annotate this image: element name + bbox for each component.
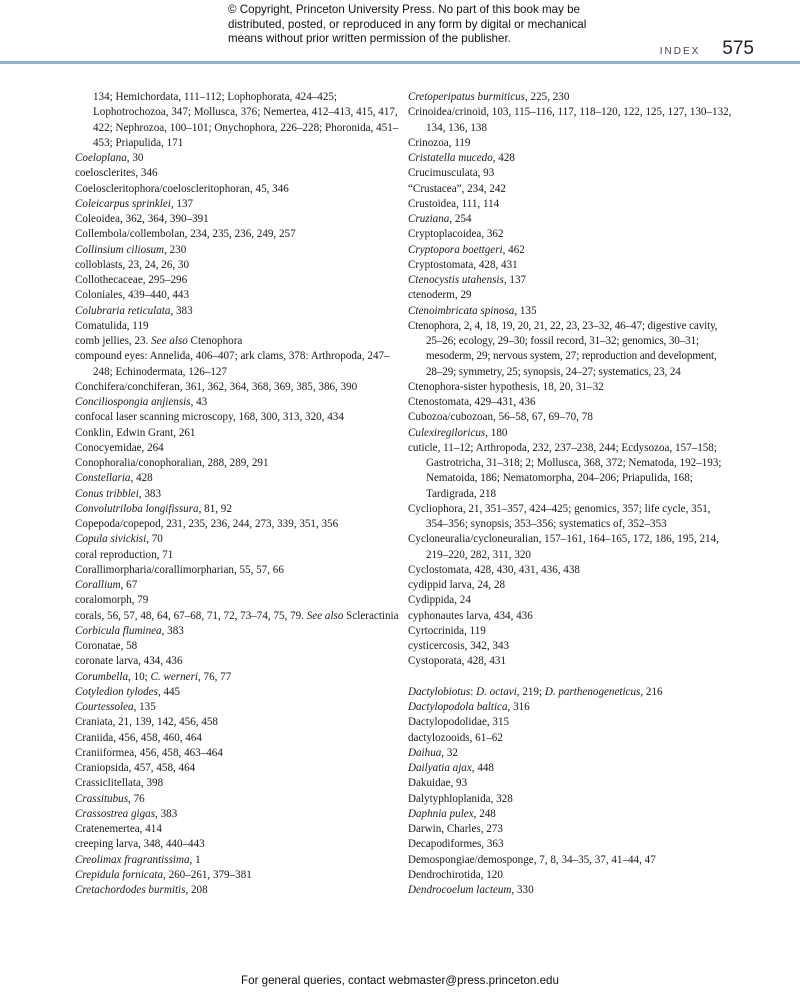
index-term-italic: Culexiregiloricus [408, 426, 486, 439]
index-text: 134; Hemichordata, 111–112; Lophophorata, 424–425; Lophotrochozoa, 347; Mollusca, 376; Nemertea, 412–413, 415, 417, 422; Nephrozoa, 100–101; Onychophora, 226–228; Phoronida, 451–453; Priapulida, 171 [93, 91, 399, 149]
index-text: , 383 [161, 624, 184, 637]
index-entry [75, 593, 399, 608]
index-text: Crustoidea, 111, 114 [408, 197, 500, 210]
index-text: Craniopsida, 457, 458, 464 [75, 762, 196, 774]
index-entry [75, 685, 399, 700]
footer-contact: For general queries, contact webmaster@press.princeton.edu [241, 974, 559, 987]
index-entry [75, 837, 399, 852]
index-text: , 43 [190, 396, 208, 408]
index-term-italic: Cretachordodes burmitis [75, 884, 186, 896]
index-text: , 230 [164, 243, 187, 256]
index-text: , 81, 92 [198, 502, 232, 515]
index-entry [75, 334, 399, 349]
index-entry [408, 624, 732, 639]
index-text: , 180 [485, 426, 508, 439]
index-text: Ctenophora, 2, 4, 18, 19, 20, 21, 22, 23, 23–32, 46–47; digestive cavity, 25–26; ecology, 29–30; fossil record, 31–32; genomics, 30–31; mesoderm, 29; nervous system, 27; reproduction and development, 28–29; symmetry, 25; synopsis, 24–27; systematics, 23, 24 [408, 319, 718, 378]
index-text: cysticercosis, 342, 343 [408, 640, 510, 652]
index-column-right [408, 90, 732, 898]
index-entry [75, 822, 399, 837]
index-text: Conocyemidae, 264 [75, 441, 164, 454]
index-text: Coleoidea, 362, 364, 390–391 [75, 213, 209, 225]
index-text: Cydippida, 24 [408, 594, 471, 607]
index-text: , 254 [449, 213, 472, 225]
index-text: , 10; [128, 670, 151, 683]
index-entry [75, 731, 399, 746]
index-entry [408, 212, 732, 227]
index-term-italic: Cotyledion tylodes [75, 685, 158, 698]
index-text: cyphonautes larva, 434, 436 [408, 609, 533, 622]
index-entry [408, 853, 732, 868]
index-entry [75, 639, 399, 654]
index-text: , 135 [514, 304, 537, 317]
index-text: coralomorph, 79 [75, 594, 149, 607]
index-entry [75, 243, 399, 258]
index-text: Cryptoplacoidea, 362 [408, 228, 504, 241]
index-term-italic: Coleicarpus sprinklei [75, 197, 171, 210]
index-entry [408, 136, 732, 151]
index-text: Ctenophora-sister hypothesis, 18, 20, 31–32 [408, 380, 604, 393]
index-text: confocal laser scanning microscopy, 168, 300, 313, 320, 434 [75, 411, 344, 424]
index-text: Ctenophora [187, 335, 243, 347]
index-entry [75, 227, 399, 242]
index-text: , 260–261, 379–381 [163, 868, 252, 881]
index-entry [408, 654, 732, 669]
index-text: , 137 [170, 197, 194, 210]
index-text: Cryptostomata, 428, 431 [408, 258, 518, 271]
index-entry [408, 700, 732, 715]
index-entry [75, 456, 399, 471]
index-term-italic: Constellaria [75, 472, 131, 485]
index-entry [408, 410, 732, 425]
index-entry [75, 746, 399, 761]
index-entry [408, 395, 732, 410]
index-term-italic: Crassostrea gigas [75, 807, 156, 820]
index-entry [75, 853, 399, 868]
index-text: compound eyes: Annelida, 406–407; ark clams, 378: Arthropoda, 247–248; Echinodermata, 126–127 [75, 350, 390, 378]
index-text: Cubozoa/cubozoan, 56–58, 67, 69–70, 78 [408, 411, 593, 424]
index-text: comb jellies, 23. [75, 335, 152, 347]
index-entry [408, 426, 732, 441]
index-text: coral reproduction, 71 [75, 548, 174, 561]
index-text: , 316 [507, 701, 530, 713]
index-term-italic: Corumbella [75, 670, 129, 683]
index-term-italic: D. parthenogeneticus [544, 685, 641, 698]
index-term-italic: Dactylobiotus [408, 685, 471, 698]
index-term-italic: Daihua [408, 746, 442, 759]
page-number: 575 [722, 38, 754, 59]
index-entry [75, 182, 399, 197]
index-term-italic: Cretoperipatus burmiticus [408, 91, 525, 103]
index-text: Conophoralia/conophoralian, 288, 289, 291 [75, 457, 269, 469]
index-term-italic: Dactylopodola baltica [408, 701, 508, 713]
index-term-italic: Daphnia pulex [408, 807, 474, 820]
index-entry [408, 502, 732, 533]
index-entry [75, 349, 399, 380]
copyright-line: © Copyright, Princeton University Press. No part of this book may be [228, 3, 580, 16]
index-term-italic: Ctenoimbricata spinosa [408, 304, 515, 317]
index-text: , 216 [640, 685, 663, 698]
index-entry [75, 319, 399, 334]
index-text: corals, 56, 57, 48, 64, 67–68, 71, 72, 73–74, 75, 79. [75, 609, 307, 622]
index-entry [75, 807, 399, 822]
index-entry [75, 487, 399, 502]
index-text: Cycliophora, 21, 351–357, 424–425; genomics, 357; life cycle, 351, 354–356; synopsis, 353–356; systematics of, 352–353 [408, 502, 711, 530]
index-text: dactylozooids, 61–62 [408, 731, 503, 744]
index-text: ctenoderm, 29 [408, 289, 472, 302]
index-term-italic: Cryptopora boettgeri [408, 243, 503, 256]
index-term-italic: Dendrocoelum lacteum [408, 884, 512, 896]
index-entry [408, 746, 732, 761]
index-entry [408, 761, 732, 776]
index-entry [75, 90, 399, 151]
index-entry [75, 410, 399, 425]
index-text: , 76 [128, 792, 145, 805]
index-text: Cycloneuralia/cycloneuralian, 157–161, 164–165, 172, 186, 195, 214, 219–220, 282, 311, 320 [408, 533, 719, 561]
index-text: Cratenemertea, 414 [75, 823, 162, 835]
index-text: Scleractinia [343, 609, 399, 622]
index-entry [75, 883, 399, 898]
index-text: Dakuidae, 93 [408, 777, 468, 790]
index-text: coronate larva, 434, 436 [75, 655, 183, 668]
index-term-italic: See also [306, 609, 344, 622]
index-text: , 383 [170, 304, 193, 317]
index-text: , 428 [492, 152, 515, 164]
index-entry [408, 593, 732, 608]
index-text: , 67 [120, 579, 138, 591]
index-text: Darwin, Charles, 273 [408, 823, 503, 835]
index-text: Collothecaceae, 295–296 [75, 274, 188, 286]
index-term-italic: Colubraria reticulata [75, 304, 171, 317]
index-entry [408, 715, 732, 730]
index-entry [408, 258, 732, 273]
index-entry [75, 502, 399, 517]
index-term-italic: Conus tribblei [75, 487, 139, 500]
index-text: Coloniales, 439–440, 443 [75, 289, 190, 302]
index-entry [75, 197, 399, 212]
index-entry [408, 380, 732, 395]
index-text: Craniida, 456, 458, 460, 464 [75, 731, 202, 744]
index-entry [408, 166, 732, 181]
index-entry [75, 273, 399, 288]
index-text: , 32 [441, 746, 458, 759]
index-term-italic: Copula sivickisi [75, 533, 147, 546]
index-term-italic: Corbicula fluminea [75, 624, 162, 637]
index-text: Craniata, 21, 139, 142, 456, 458 [75, 716, 218, 729]
index-entry [408, 90, 732, 105]
index-text: Dendrochirotida, 120 [408, 868, 503, 881]
index-text: , 330 [511, 884, 534, 896]
index-entry [408, 532, 732, 563]
index-term-italic: Dailyatia ajax [408, 762, 472, 774]
index-term-italic: See also [151, 335, 188, 347]
index-text: colloblasts, 23, 24, 26, 30 [75, 258, 190, 271]
index-entry [408, 639, 732, 654]
index-term-italic: Ctenocystis utahensis [408, 274, 504, 286]
index-text: , 1 [189, 853, 201, 866]
index-entry [75, 304, 399, 319]
index-entry [408, 807, 732, 822]
index-text: Cyclostomata, 428, 430, 431, 436, 438 [408, 563, 580, 576]
index-entry [75, 776, 399, 791]
index-term-italic: Collinsium ciliosum [75, 243, 165, 256]
index-entry [75, 715, 399, 730]
index-text: Ctenostomata, 429–431, 436 [408, 396, 536, 408]
index-text: , 135 [133, 701, 156, 713]
index-entry [408, 227, 732, 242]
index-term-italic: Corallium [75, 579, 121, 591]
index-text: “Crustacea”, 234, 242 [408, 182, 506, 195]
index-text: Conklin, Edwin Grant, 261 [75, 426, 196, 439]
index-entry [408, 304, 732, 319]
index-entry [75, 761, 399, 776]
index-entry [75, 532, 399, 547]
index-entry [408, 868, 732, 883]
index-entry [408, 883, 732, 898]
index-entry [75, 624, 399, 639]
index-text: Cyrtocrinida, 119 [408, 624, 486, 637]
index-term-italic: Crassitubus [75, 792, 129, 805]
index-text: Crassiclitellata, 398 [75, 777, 164, 790]
index-entry [75, 288, 399, 303]
index-text: cuticle, 11–12; Arthropoda, 232, 237–238, 244; Ecdysozoa, 157–158; Gastrotricha, 31–318; 2; Mollusca, 368, 372; Nematoda, 192–193; Nematoida, 186; Nematomorpha, 204–206; Priapulida, 168; Tardigrada, 218 [408, 441, 722, 500]
index-entry [408, 151, 732, 166]
index-entry [408, 578, 732, 593]
index-entry [408, 197, 732, 212]
index-entry [75, 609, 399, 624]
index-text: Demospongiae/demosponge, 7, 8, 34–35, 37, 41–44, 47 [408, 853, 656, 866]
index-text: Collembola/collembolan, 234, 235, 236, 249, 257 [75, 228, 296, 241]
index-entry [75, 258, 399, 273]
header-rule [0, 61, 800, 64]
index-entry [75, 792, 399, 807]
index-entry [75, 654, 399, 669]
index-entry [75, 380, 399, 395]
index-text: creeping larva, 348, 440–443 [75, 838, 205, 851]
index-text: Decapodiformes, 363 [408, 838, 504, 851]
index-text: , 76, 77 [197, 670, 232, 683]
index-entry [408, 319, 732, 380]
index-entry [408, 243, 732, 258]
index-entry [408, 288, 732, 303]
index-text: , 248 [473, 807, 496, 820]
index-entry [408, 776, 732, 791]
index-term-italic: Coeloplana [75, 152, 127, 164]
index-entry [408, 105, 732, 136]
index-text: Corallimorpharia/corallimorpharian, 55, 57, 66 [75, 563, 284, 576]
index-term-italic: Courtessolea [75, 701, 134, 713]
running-head [660, 38, 754, 60]
index-term-italic: Creolimax fragrantissima [75, 853, 190, 866]
index-entry [408, 609, 732, 624]
index-text: Coronatae, 58 [75, 640, 138, 652]
index-entry [75, 426, 399, 441]
index-text: : [470, 685, 477, 698]
index-text: Cystoporata, 428, 431 [408, 655, 506, 668]
index-text: Dalytyphloplanida, 328 [408, 792, 513, 805]
index-text: Crinoidea/crinoid, 103, 115–116, 117, 118–120, 122, 125, 127, 130–132, 134, 136, 138 [408, 106, 732, 134]
index-text: , 219; [516, 685, 545, 698]
section-label: INDEX [659, 46, 701, 57]
index-text: , 445 [157, 685, 181, 698]
index-term-italic: C. werneri [150, 670, 198, 683]
index-entry [75, 441, 399, 456]
index-text: Coeloscleritophora/coeloscleritophoran, 45, 346 [75, 182, 289, 195]
index-entry [408, 837, 732, 852]
index-entry [75, 868, 399, 883]
index-text: , 208 [185, 884, 208, 896]
index-text: , 70 [146, 533, 163, 546]
index-entry [75, 166, 399, 181]
index-text: Crucimusculata, 93 [408, 167, 495, 180]
index-entry [75, 548, 399, 563]
index-entry [75, 517, 399, 532]
index-text: cydippid larva, 24, 28 [408, 579, 506, 591]
index-entry [75, 670, 399, 685]
index-text: Craniiformea, 456, 458, 463–464 [75, 746, 223, 759]
index-text: , 30 [126, 152, 144, 164]
index-text: , 383 [138, 487, 161, 500]
index-entry [408, 441, 732, 502]
index-text: , 137 [503, 274, 527, 286]
index-term-italic: Cristatella mucedo [408, 152, 493, 164]
index-entry [408, 731, 732, 746]
index-entry [75, 563, 399, 578]
index-text: , 225, 230 [525, 91, 570, 103]
index-text: , 383 [155, 807, 178, 820]
index-entry [75, 151, 399, 166]
index-entry [408, 792, 732, 807]
index-text: coelosclerites, 346 [75, 167, 158, 180]
index-entry [75, 212, 399, 227]
copyright-line: distributed, posted, or reproduced in any form by digital or mechanical [228, 17, 587, 31]
index-term-italic: Convolutriloba longifissura [75, 502, 199, 515]
copyright-line: means without prior written permission of the publisher. [228, 32, 511, 45]
index-entry [75, 471, 399, 486]
index-term-italic: Cruziana [408, 213, 450, 225]
index-text: Dactylopodolidae, 315 [408, 716, 510, 729]
index-entry [75, 700, 399, 715]
index-text: Crinozoa, 119 [408, 136, 471, 149]
index-entry [408, 563, 732, 578]
index-term-italic: Crepidula fornicata [75, 868, 164, 881]
index-text: Comatulida, 119 [75, 319, 149, 332]
copyright-notice [228, 3, 588, 47]
index-entry [408, 685, 732, 700]
index-text: Conchifera/conchiferan, 361, 362, 364, 368, 369, 385, 386, 390 [75, 380, 358, 393]
index-entry [75, 578, 399, 593]
index-entry [408, 822, 732, 837]
index-term-italic: D. octavi [476, 685, 517, 698]
index-text: , 428 [130, 472, 153, 485]
index-entry [408, 273, 732, 288]
index-term-italic: Conciliospongia anjiensis [75, 396, 191, 408]
index-text: Copepoda/copepod, 231, 235, 236, 244, 273, 339, 351, 356 [75, 518, 339, 530]
index-entry [408, 182, 732, 197]
index-text: , 462 [502, 243, 525, 256]
index-entry [75, 395, 399, 410]
index-column-left [75, 90, 399, 898]
index-text: , 448 [471, 762, 494, 774]
